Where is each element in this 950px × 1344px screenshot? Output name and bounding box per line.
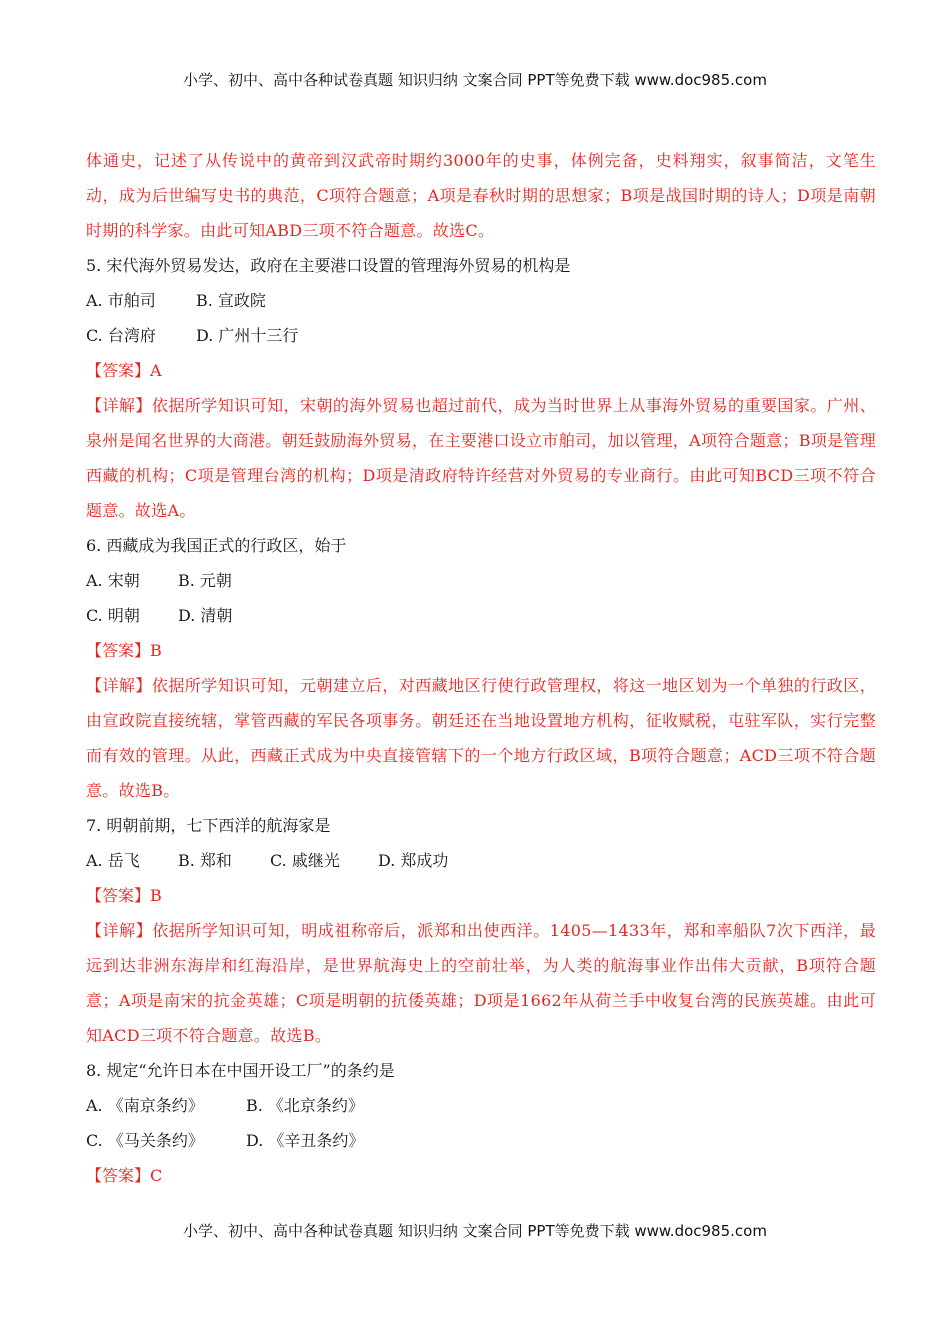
answer-label: 【答案】: [86, 886, 151, 905]
detail-text: 依据所学知识可知，元朝建立后，对西藏地区行使行政管理权，将这一地区划为一个单独的行政区，由宣政院直接统辖，掌管西藏的军民各项事务。朝廷还在当地设置地方机构，征收赋税，屯驻军队，实行完整而有效的管理。从此，西藏正式成为中央直接管辖下的一个地方行政区域，B项符合题意；ACD三项不符合题意。故选B。: [86, 676, 877, 800]
question-6-detail: [86, 668, 876, 808]
detail-text: 依据所学知识可知，宋朝的海外贸易也超过前代，成为当时世界上从事海外贸易的重要国家。广州、泉州是闻名世界的大商港。朝廷鼓励海外贸易，在主要港口设立市舶司，加以管理，A项符合题意；B项是管理西藏的机构；C项是管理台湾的机构；D项是清政府特许经营对外贸易的专业商行。由此可知BCD三项不符合题意。故选A。: [86, 396, 877, 520]
question-7-option-b: B. 郑和: [178, 851, 232, 870]
question-8-answer: [86, 1158, 876, 1193]
question-7-detail: [86, 913, 876, 1053]
detail-label: 【详解】: [86, 676, 152, 695]
question-8-option-b: B. 《北京条约》: [246, 1096, 364, 1115]
question-6-stem: 6. 西藏成为我国正式的行政区，始于: [86, 536, 347, 555]
answer-value: B: [150, 641, 162, 660]
question-5-detail: [86, 388, 876, 528]
question-7-option-d: D. 郑成功: [378, 851, 449, 870]
question-7-options-row: [86, 843, 876, 878]
question-8-option-d: D. 《辛丑条约》: [246, 1131, 365, 1150]
question-7-option-a: A. 岳飞: [86, 851, 140, 870]
answer-label: 【答案】: [86, 641, 151, 660]
question-6-option-d: D. 清朝: [178, 606, 233, 625]
question-5-option-c: C. 台湾府: [86, 326, 156, 345]
question-5-option-a: A. 市舶司: [86, 291, 156, 310]
question-8-options-row-1: [86, 1088, 876, 1123]
question-7-stem: 7. 明朝前期，七下西洋的航海家是: [86, 816, 331, 835]
previous-detail-continuation: 体通史，记述了从传说中的黄帝到汉武帝时期约3000年的史事，体例完备，史料翔实，叙事简洁，文笔生动，成为后世编写史书的典范，C项符合题意；A项是春秋时期的思想家；B项是战国时期的诗人；D项是南朝时期的科学家。由此可知ABD三项不符合题意。故选C。: [86, 151, 876, 240]
answer-value: C: [150, 1166, 163, 1185]
question-5-answer: [86, 353, 876, 388]
answer-label: 【答案】: [86, 1166, 151, 1185]
question-5-options-row-2: [86, 318, 876, 353]
answer-value: B: [150, 886, 162, 905]
question-8-options-row-2: [86, 1123, 876, 1158]
detail-text: 依据所学知识可知，明成祖称帝后，派郑和出使西洋。1405—1433年，郑和率船队7次下西洋，最远到达非洲东海岸和红海沿岸，是世界航海史上的空前壮举，为人类的航海事业作出伟大贡献，B项符合题意；A项是南宋的抗金英雄；C项是明朝的抗倭英雄；D项是1662年从荷兰手中收复台湾的民族英雄。由此可知ACD三项不符合题意。故选B。: [86, 921, 877, 1045]
question-7-answer: [86, 878, 876, 913]
detail-label: 【详解】: [86, 396, 152, 415]
question-6-options-row-2: [86, 598, 876, 633]
question-6-option-c: C. 明朝: [86, 606, 140, 625]
detail-label: 【详解】: [86, 921, 153, 940]
question-5-options-row-1: [86, 283, 876, 318]
document-body: [86, 143, 876, 1193]
answer-value: A: [150, 361, 162, 380]
page-header: 小学、初中、高中各种试卷真题 知识归纳 文案合同 PPT等免费下载 www.doc985.com: [183, 71, 767, 89]
question-8-stem: 8. 规定“允许日本在中国开设工厂”的条约是: [86, 1061, 395, 1080]
question-7-option-c: C. 戚继光: [270, 851, 340, 870]
question-5-stem: 5. 宋代海外贸易发达，政府在主要港口设置的管理海外贸易的机构是: [86, 256, 571, 275]
question-6-answer: [86, 633, 876, 668]
question-5-option-d: D. 广州十三行: [196, 326, 299, 345]
page-footer: 小学、初中、高中各种试卷真题 知识归纳 文案合同 PPT等免费下载 www.doc985.com: [183, 1222, 767, 1240]
question-8-option-c: C. 《马关条约》: [86, 1131, 204, 1150]
question-6-option-b: B. 元朝: [178, 571, 232, 590]
question-8-option-a: A. 《南京条约》: [86, 1096, 204, 1115]
answer-label: 【答案】: [86, 361, 151, 380]
question-5-option-b: B. 宣政院: [196, 291, 266, 310]
question-6-options-row-1: [86, 563, 876, 598]
question-6-option-a: A. 宋朝: [86, 571, 140, 590]
